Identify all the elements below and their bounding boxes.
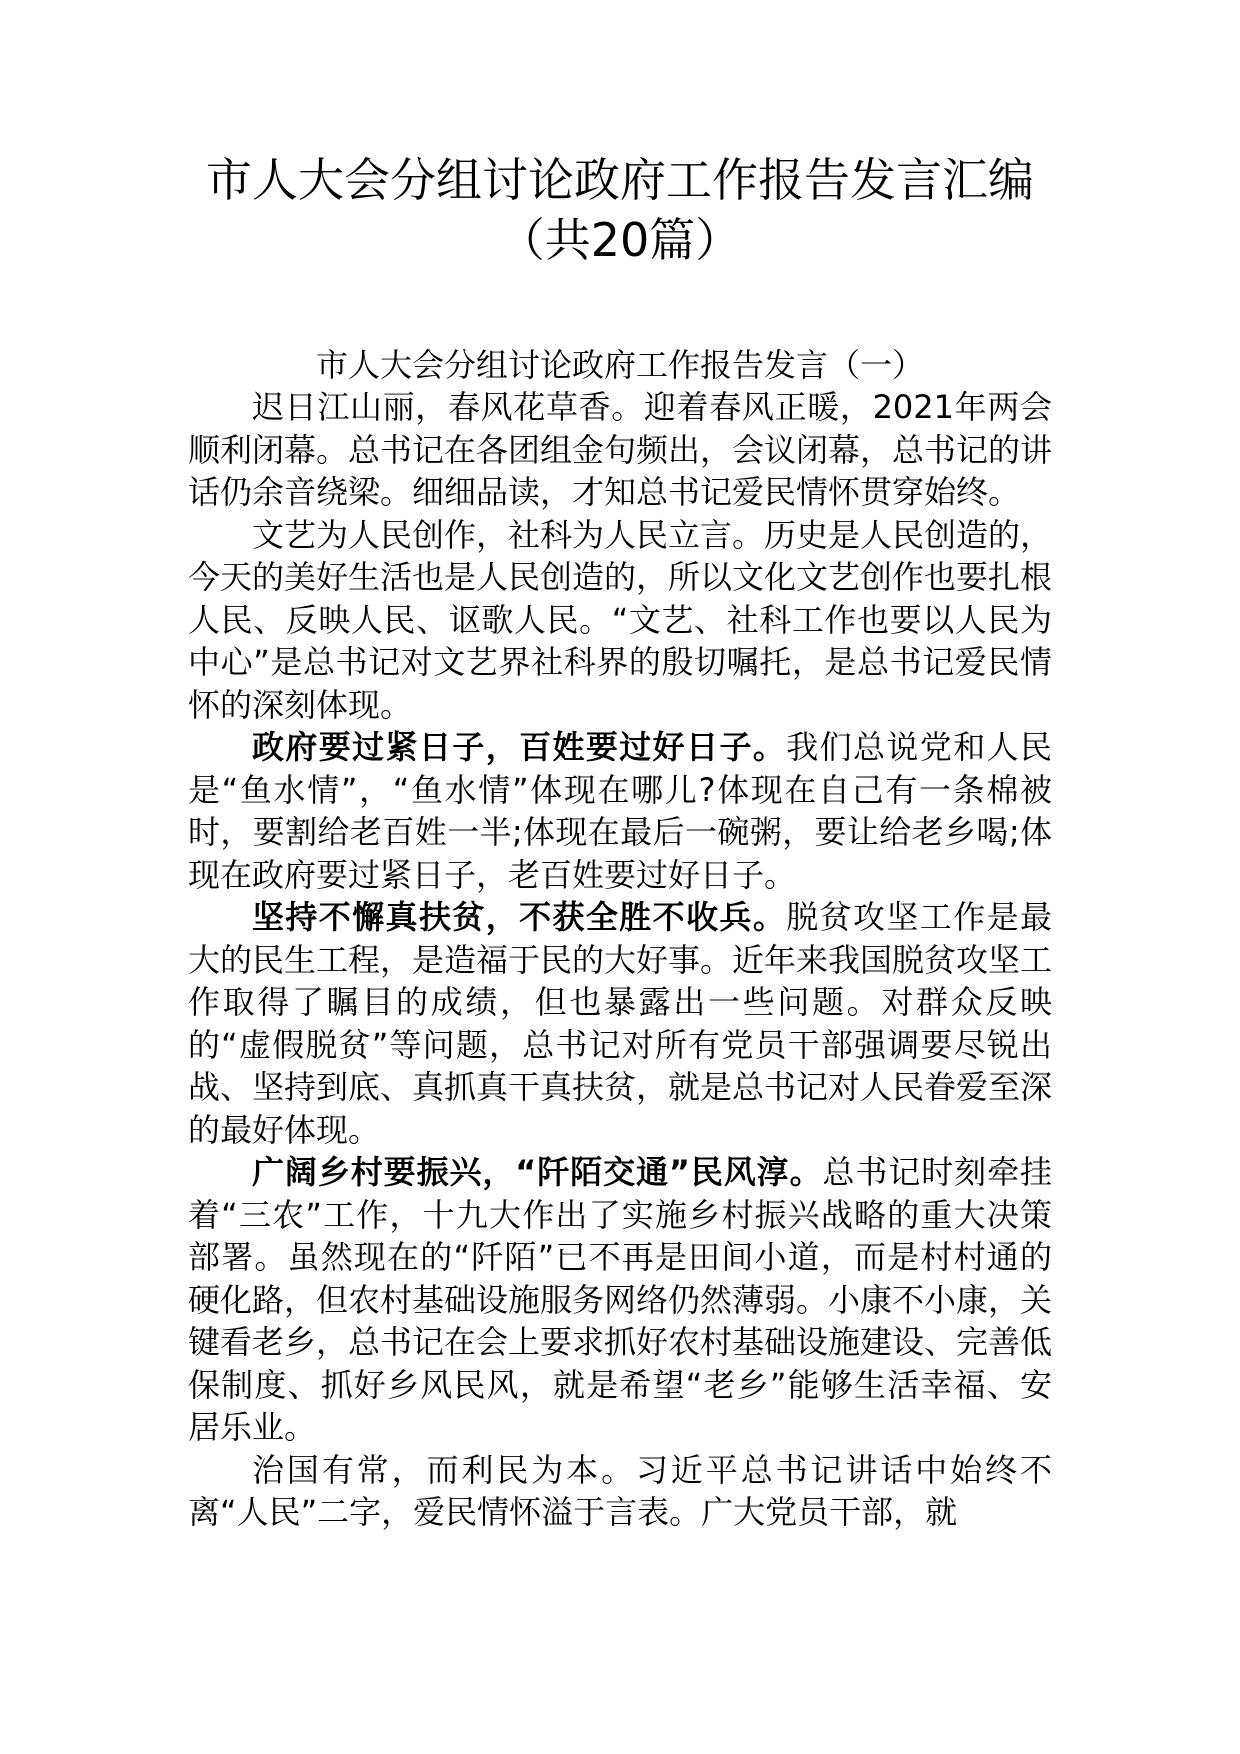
section-title: 市人大会分组讨论政府工作报告发言（一） <box>315 346 924 384</box>
paragraph-4-text: 脱贫攻坚工作是最大的民生工程，是造福于民的大好事。近年来我国脱贫攻坚工作取得了瞩目的成绩，但也暴露出一些问题。对群众反映的“虚假脱贫”等问题，总书记对所有党员干部强调要尽锐出战、坚持到底、真抓真干真扶贫，就是总书记对人民眷爱至深的最好体现。 <box>188 898 1053 1149</box>
paragraph-5 <box>188 1151 1052 1449</box>
paragraph-2 <box>188 514 1052 727</box>
paragraph-1-text: 迟日江山丽，春风花草香。迎着春风正暖，2021年两会顺利闭幕。总书记在各团组金句频出，会议闭幕，总书记的讲话仍余音绕梁。细细品读，才知总书记爱民情怀贯穿始终。 <box>188 388 1053 511</box>
paragraph-3 <box>188 726 1052 896</box>
paragraph-6-text: 治国有常，而利民为本。习近平总书记讲话中始终不离“人民”二字，爱民情怀溢于言表。广大党员干部，就 <box>188 1450 1052 1531</box>
document-title-line-1: 市人大会分组讨论政府工作报告发言汇编 <box>206 153 1034 207</box>
paragraph-3-lead: 政府要过紧日子，百姓要过好日子。 <box>252 728 787 766</box>
document-title <box>188 150 1052 270</box>
paragraph-3-text: 我们总说党和人民是“鱼水情”，“鱼水情”体现在哪儿?体现在自己有一条棉被时，要割给老百姓一半;体现在最后一碗粥，要让给老乡喝;体现在政府要过紧日子，老百姓要过好日子。 <box>188 728 1052 894</box>
paragraph-5-lead: 广阔乡村要振兴，“阡陌交通”民风淳。 <box>252 1153 823 1191</box>
paragraph-6 <box>188 1449 1052 1534</box>
paragraph-1 <box>188 386 1052 514</box>
paragraph-4 <box>188 896 1052 1151</box>
paragraph-5-text: 总书记时刻牵挂着“三农”工作，十九大作出了实施乡村振兴战略的重大决策部署。虽然现在的“阡陌”已不再是田间小道，而是村村通的硬化路，但农村基础设施服务网络仍然薄弱。小康不小康，关键看老乡，总书记在会上要求抓好农村基础设施建设、完善低保制度、抓好乡风民风，就是希望“老乡”能够生活幸福、安居乐业。 <box>188 1153 1053 1446</box>
paragraph-4-lead: 坚持不懈真扶贫，不获全胜不收兵。 <box>252 898 787 936</box>
paragraph-2-text: 文艺为人民创作，社科为人民立言。历史是人民创造的，今天的美好生活也是人民创造的，所以文化文艺创作也要扎根人民、反映人民、讴歌人民。“文艺、社科工作也要以人民为中心”是总书记对文艺界社科界的殷切嘱托，是总书记爱民情怀的深刻体现。 <box>188 515 1053 724</box>
document-title-line-2: （共20篇） <box>498 213 742 267</box>
document-page <box>188 150 1052 1534</box>
